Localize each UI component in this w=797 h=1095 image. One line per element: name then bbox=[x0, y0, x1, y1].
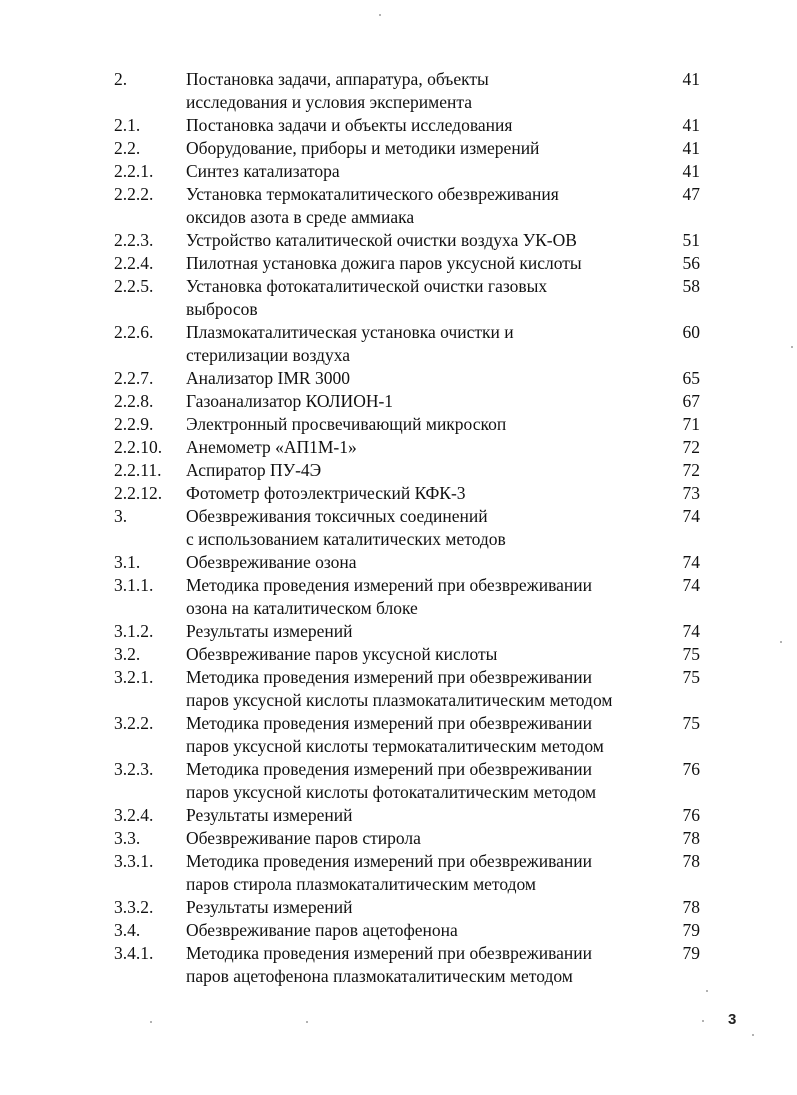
toc-entry-page: 78 bbox=[682, 897, 700, 917]
toc-entry-title: Результаты измерений bbox=[186, 897, 353, 917]
toc-entry-page: 51 bbox=[682, 230, 700, 250]
toc-entry-title: Анемометр «АП1М-1» bbox=[186, 437, 357, 457]
toc-entry-number: 3.4. bbox=[114, 920, 141, 940]
toc-entry-number: 2.2.8. bbox=[114, 391, 154, 411]
toc-entry-number: 3.4.1. bbox=[114, 943, 154, 963]
toc-entry bbox=[0, 827, 797, 850]
toc-entry bbox=[0, 666, 797, 712]
page-number: 3 bbox=[728, 1011, 737, 1028]
toc-entry-page: 67 bbox=[682, 391, 700, 411]
toc-entry-title: Плазмокаталитическая установка очистки и стерилизации воздуха bbox=[186, 322, 514, 365]
toc-entry-page: 75 bbox=[682, 667, 700, 687]
toc-entry-page: 76 bbox=[682, 759, 700, 779]
toc-entry bbox=[0, 367, 797, 390]
toc-entry-page: 47 bbox=[682, 184, 700, 204]
toc-entry-page: 76 bbox=[682, 805, 700, 825]
toc-entry-title: Аспиратор ПУ-4Э bbox=[186, 460, 322, 480]
toc-entry-number: 2.2. bbox=[114, 138, 141, 158]
toc-entry-title: Оборудование, приборы и методики измерений bbox=[186, 138, 540, 158]
toc-entry-page: 73 bbox=[682, 483, 700, 503]
toc-entry-number: 2.2.5. bbox=[114, 276, 154, 296]
toc-entry bbox=[0, 183, 797, 229]
toc-entry bbox=[0, 551, 797, 574]
toc-entry bbox=[0, 275, 797, 321]
toc-entry-page: 65 bbox=[682, 368, 700, 388]
toc-entry bbox=[0, 850, 797, 896]
toc-entry bbox=[0, 137, 797, 160]
toc-entry-page: 72 bbox=[682, 460, 700, 480]
toc-entry-number: 3. bbox=[114, 506, 128, 526]
toc-entry bbox=[0, 436, 797, 459]
toc-entry-title: Обезвреживание паров стирола bbox=[186, 828, 421, 848]
toc-entry bbox=[0, 482, 797, 505]
scan-speck bbox=[150, 1021, 152, 1023]
toc-entry-title: Методика проведения измерений при обезвреживании паров ацетофенона плазмокаталитическим методом bbox=[186, 943, 592, 986]
scan-speck bbox=[791, 346, 793, 348]
toc-entry-page: 58 bbox=[682, 276, 700, 296]
toc-entry bbox=[0, 804, 797, 827]
toc-entry-number: 2.2.9. bbox=[114, 414, 154, 434]
scan-speck bbox=[752, 1034, 754, 1036]
toc-entry-number: 3.1. bbox=[114, 552, 141, 572]
toc-entry-number: 3.2. bbox=[114, 644, 141, 664]
toc-entry-number: 2.2.4. bbox=[114, 253, 154, 273]
toc-entry-number: 3.2.2. bbox=[114, 713, 154, 733]
scan-speck bbox=[780, 641, 782, 643]
toc-entry bbox=[0, 252, 797, 275]
scan-speck bbox=[706, 990, 708, 992]
toc-entry-title: Методика проведения измерений при обезвреживании паров уксусной кислоты плазмокаталитическим методом bbox=[186, 667, 613, 710]
toc-entry bbox=[0, 505, 797, 551]
toc-entry-number: 2.2.12. bbox=[114, 483, 163, 503]
toc-entry-page: 41 bbox=[682, 69, 700, 89]
toc-entry-page: 79 bbox=[682, 920, 700, 940]
toc-entry-number: 2. bbox=[114, 69, 128, 89]
toc-entry-page: 78 bbox=[682, 828, 700, 848]
toc-entry bbox=[0, 643, 797, 666]
toc-entry-title: Фотометр фотоэлектрический КФК-3 bbox=[186, 483, 466, 503]
toc-entry-page: 74 bbox=[682, 506, 700, 526]
toc-entry-number: 3.1.1. bbox=[114, 575, 154, 595]
toc-entry-page: 75 bbox=[682, 713, 700, 733]
toc-entry-title: Обезвреживание паров ацетофенона bbox=[186, 920, 458, 940]
scan-speck bbox=[379, 14, 381, 16]
toc-entry-page: 79 bbox=[682, 943, 700, 963]
toc-entry-title: Результаты измерений bbox=[186, 621, 353, 641]
toc-entry-page: 74 bbox=[682, 552, 700, 572]
toc-entry-page: 56 bbox=[682, 253, 700, 273]
toc-entry-title: Синтез катализатора bbox=[186, 161, 340, 181]
toc-entry bbox=[0, 620, 797, 643]
toc-entry-title: Обезвреживание озона bbox=[186, 552, 357, 572]
toc-entry bbox=[0, 321, 797, 367]
toc-entry-title: Газоанализатор КОЛИОН-1 bbox=[186, 391, 394, 411]
toc-entry-number: 2.2.1. bbox=[114, 161, 154, 181]
toc-entry bbox=[0, 229, 797, 252]
toc-entry-title: Установка термокаталитического обезвреживания оксидов азота в среде аммиака bbox=[186, 184, 559, 227]
toc-entry-number: 2.2.11. bbox=[114, 460, 162, 480]
toc-entry-title: Постановка задачи и объекты исследования bbox=[186, 115, 513, 135]
toc-entry-title: Постановка задачи, аппаратура, объекты исследования и условия эксперимента bbox=[186, 69, 489, 112]
toc-entry-number: 2.2.2. bbox=[114, 184, 154, 204]
scan-speck bbox=[306, 1021, 308, 1023]
toc-entry-number: 2.1. bbox=[114, 115, 141, 135]
toc-entry-number: 2.2.10. bbox=[114, 437, 163, 457]
toc-entry-title: Результаты измерений bbox=[186, 805, 353, 825]
toc-entry-title: Установка фотокаталитической очистки газовых выбросов bbox=[186, 276, 548, 319]
toc-entry-number: 3.3.2. bbox=[114, 897, 154, 917]
toc-entry bbox=[0, 390, 797, 413]
toc-entry-title: Методика проведения измерений при обезвреживании озона на каталитическом блоке bbox=[186, 575, 592, 618]
toc-entry-title: Электронный просвечивающий микроскоп bbox=[186, 414, 507, 434]
toc-entry-title: Обезвреживания токсичных соединений с использованием каталитических методов bbox=[186, 506, 506, 549]
toc-entry-page: 78 bbox=[682, 851, 700, 871]
toc-entry bbox=[0, 459, 797, 482]
toc-entry-title: Устройство каталитической очистки воздуха УК-ОВ bbox=[186, 230, 577, 250]
toc-entry-page: 74 bbox=[682, 621, 700, 641]
toc-entry bbox=[0, 942, 797, 988]
toc-entry-number: 3.3. bbox=[114, 828, 141, 848]
toc-entry-title: Обезвреживание паров уксусной кислоты bbox=[186, 644, 498, 664]
toc-entry-page: 41 bbox=[682, 161, 700, 181]
toc-entry-page: 72 bbox=[682, 437, 700, 457]
toc-entry bbox=[0, 160, 797, 183]
toc-entry-title: Методика проведения измерений при обезвреживании паров стирола плазмокаталитическим методом bbox=[186, 851, 592, 894]
toc-entry-number: 3.2.4. bbox=[114, 805, 154, 825]
toc-entry-page: 71 bbox=[682, 414, 700, 434]
toc-entry-number: 3.1.2. bbox=[114, 621, 154, 641]
toc-entry bbox=[0, 114, 797, 137]
toc-entry bbox=[0, 919, 797, 942]
toc-entry-number: 2.2.3. bbox=[114, 230, 154, 250]
toc-entry-page: 41 bbox=[682, 138, 700, 158]
toc-entry-number: 3.3.1. bbox=[114, 851, 154, 871]
toc-entry-number: 3.2.3. bbox=[114, 759, 154, 779]
toc-entry-number: 2.2.7. bbox=[114, 368, 154, 388]
toc-entry bbox=[0, 896, 797, 919]
toc-entry-number: 3.2.1. bbox=[114, 667, 154, 687]
toc-entry bbox=[0, 758, 797, 804]
toc-entry-page: 74 bbox=[682, 575, 700, 595]
toc-entry-page: 41 bbox=[682, 115, 700, 135]
toc-entry-title: Методика проведения измерений при обезвреживании паров уксусной кислоты термокаталитическим методом bbox=[186, 713, 604, 756]
toc-entry bbox=[0, 574, 797, 620]
toc-entry-page: 60 bbox=[682, 322, 700, 342]
table-of-contents bbox=[0, 68, 797, 988]
toc-entry-number: 2.2.6. bbox=[114, 322, 154, 342]
toc-entry bbox=[0, 68, 797, 114]
toc-entry-page: 75 bbox=[682, 644, 700, 664]
scan-speck bbox=[702, 1020, 704, 1022]
toc-entry-title: Пилотная установка дожига паров уксусной кислоты bbox=[186, 253, 582, 273]
toc-entry-title: Анализатор IMR 3000 bbox=[186, 368, 350, 388]
toc-entry bbox=[0, 413, 797, 436]
toc-entry bbox=[0, 712, 797, 758]
toc-entry-title: Методика проведения измерений при обезвреживании паров уксусной кислоты фотокаталитическим методом bbox=[186, 759, 597, 802]
